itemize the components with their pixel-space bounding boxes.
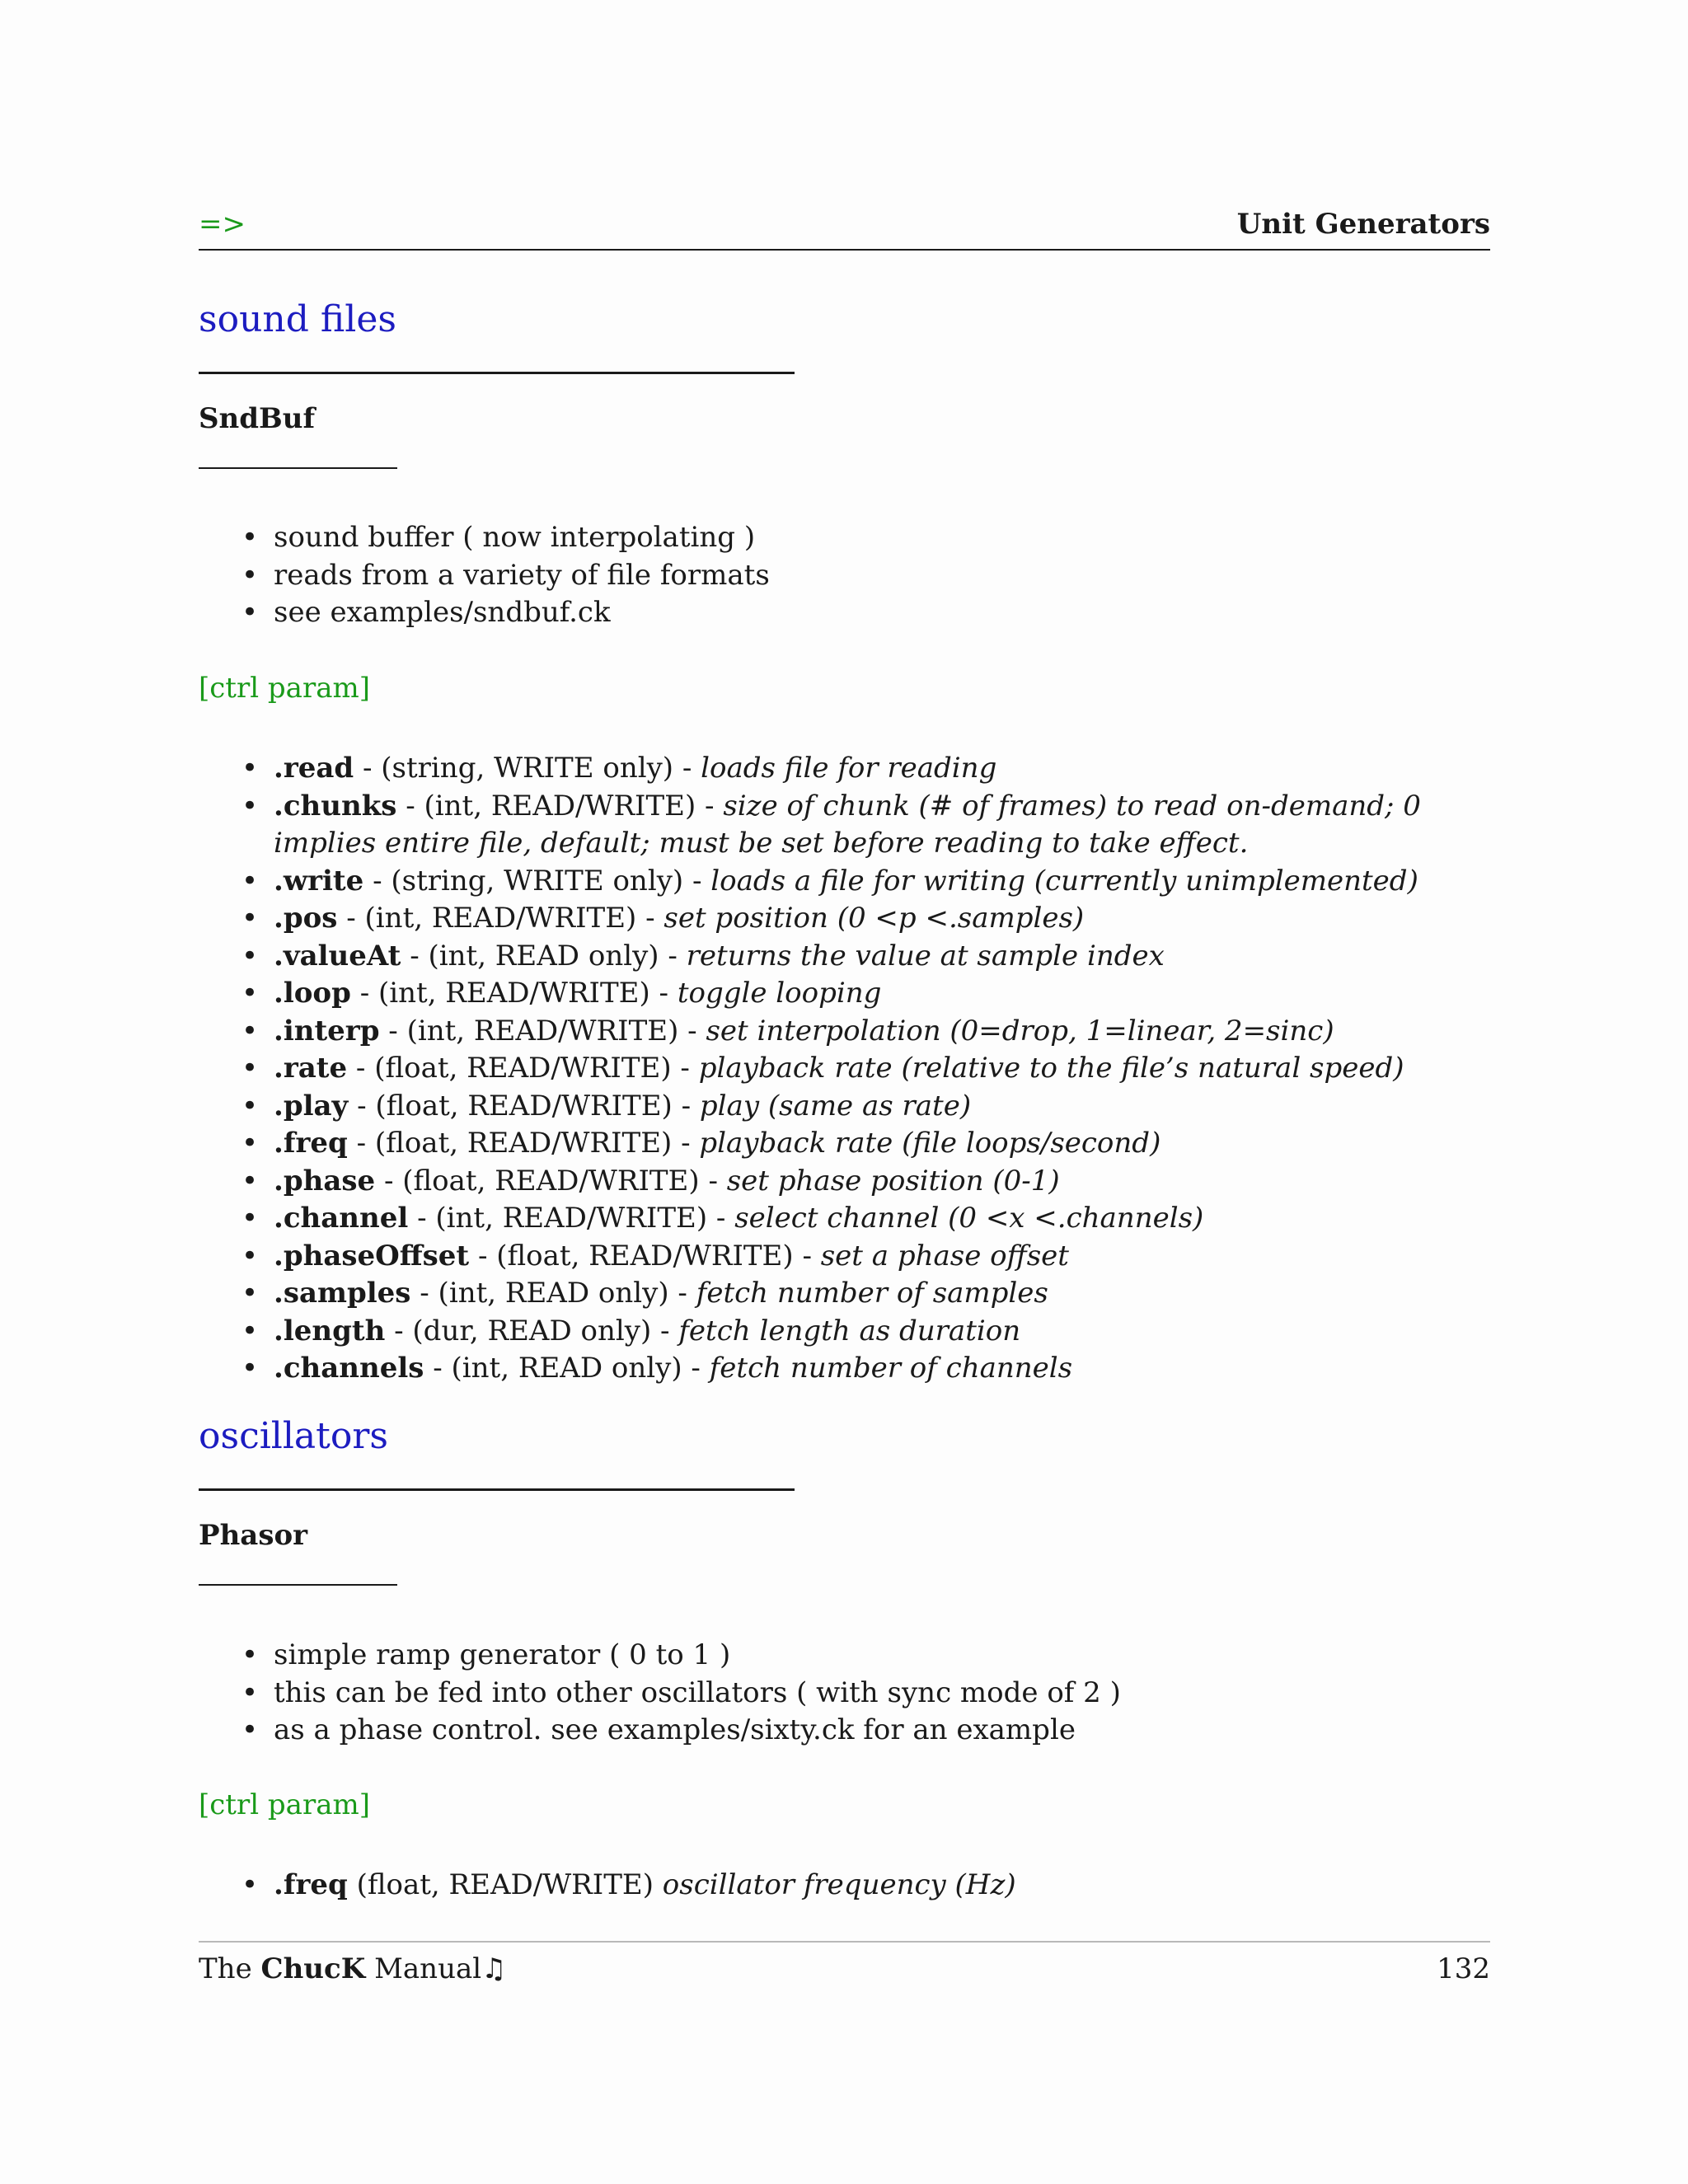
list-item: • as a phase control. see examples/sixty.ck for an example (199, 1712, 1490, 1750)
param-signature: - (string, WRITE only) - (363, 864, 711, 898)
list-item: • simple ramp generator ( 0 to 1 ) (199, 1637, 1490, 1675)
footer-suffix: Manual♫ (365, 1952, 507, 1985)
ctrl-param-label: [ctrl param] (199, 672, 370, 705)
ugen-rule (199, 1584, 397, 1586)
param-description: oscillator frequency (Hz) (662, 1868, 1016, 1901)
section-rule (199, 372, 795, 374)
footer-brand: ChucK (260, 1952, 366, 1985)
footer-manual-title (199, 1952, 507, 1985)
param-description: size of chunk (# of frames) to read on-demand; 0 implies entire file, default; must be set before reading to take effect. (274, 789, 1421, 860)
param-name: .loop (274, 977, 351, 1010)
param-name: .phase (274, 1164, 376, 1197)
param-item (199, 1275, 1490, 1313)
param-name: .play (274, 1089, 349, 1122)
param-description: set a phase offset (820, 1239, 1069, 1272)
param-name: .freq (274, 1868, 348, 1901)
param-signature: - (dur, READ only) - (385, 1314, 679, 1347)
sndbuf-param-list (199, 750, 1490, 1388)
param-item (199, 1088, 1490, 1126)
sndbuf-description-list (199, 519, 1490, 632)
page-footer (199, 1941, 1490, 1985)
ugen-title-phasor: Phasor (199, 1519, 308, 1552)
param-signature: - (int, READ only) - (401, 939, 687, 972)
param-item (199, 1013, 1490, 1051)
param-name: .valueAt (274, 939, 401, 972)
param-description: returns the value at sample index (686, 939, 1165, 972)
section-title-oscillators: oscillators (199, 1415, 388, 1457)
list-item: • sound buffer ( now interpolating ) (199, 519, 1490, 557)
list-item: • reads from a variety of file formats (199, 557, 1490, 595)
param-description: select channel (0 <x <.channels) (734, 1202, 1204, 1235)
chuck-operator-mark: => (199, 208, 246, 241)
ugen-title-sndbuf: SndBuf (199, 402, 316, 435)
param-description: set phase position (0-1) (726, 1164, 1060, 1197)
section-rule (199, 1488, 795, 1491)
param-item (199, 863, 1490, 901)
param-signature: - (float, READ/WRITE) - (347, 1127, 700, 1160)
param-signature: - (int, READ only) - (424, 1352, 710, 1385)
param-item (199, 1125, 1490, 1163)
param-description: playback rate (relative to the file’s natural speed) (698, 1052, 1404, 1085)
list-item: • this can be fed into other oscillators ( with sync mode of 2 ) (199, 1675, 1490, 1713)
param-name: .interp (274, 1014, 380, 1047)
chapter-title: Unit Generators (1236, 208, 1490, 241)
param-signature: - (float, READ/WRITE) - (375, 1164, 727, 1197)
page-header (199, 208, 1490, 251)
param-item (199, 975, 1490, 1013)
phasor-param-list (199, 1867, 1490, 1905)
param-signature: - (float, READ/WRITE) - (469, 1239, 821, 1272)
ugen-rule (199, 467, 397, 469)
param-name: .freq (274, 1127, 348, 1160)
param-signature: - (string, WRITE only) - (354, 752, 701, 785)
page-number: 132 (1437, 1952, 1490, 1985)
param-name: .samples (274, 1277, 411, 1310)
param-description: loads file for reading (701, 752, 997, 785)
phasor-description-list (199, 1637, 1490, 1750)
param-signature: (float, READ/WRITE) (347, 1868, 663, 1901)
param-name: .phaseOffset (274, 1239, 470, 1272)
param-name: .channels (274, 1352, 424, 1385)
footer-prefix: The (199, 1952, 261, 1985)
param-description: toggle looping (677, 977, 882, 1010)
param-name: .chunks (274, 789, 397, 823)
param-name: .rate (274, 1052, 348, 1085)
param-name: .channel (274, 1202, 409, 1235)
param-signature: - (int, READ/WRITE) - (350, 977, 678, 1010)
param-signature: - (int, READ only) - (410, 1277, 696, 1310)
param-description: loads a file for writing (currently unimplemented) (710, 864, 1418, 898)
param-description: fetch length as duration (678, 1314, 1021, 1347)
param-name: .pos (274, 902, 338, 935)
param-signature: - (int, READ/WRITE) - (396, 789, 724, 823)
param-item (199, 1163, 1490, 1201)
param-item (199, 1200, 1490, 1238)
param-signature: - (float, READ/WRITE) - (348, 1089, 700, 1122)
param-name: .write (274, 864, 364, 898)
param-item (199, 1313, 1490, 1351)
param-signature: - (int, READ/WRITE) - (337, 902, 664, 935)
param-name: .length (274, 1314, 386, 1347)
section-title-sound-files: sound files (199, 298, 396, 340)
param-item (199, 900, 1490, 938)
param-item (199, 1050, 1490, 1088)
param-item (199, 1238, 1490, 1276)
param-item (199, 1867, 1490, 1905)
param-item (199, 938, 1490, 976)
param-item (199, 1350, 1490, 1388)
param-item (199, 788, 1490, 863)
param-description: fetch number of channels (709, 1352, 1073, 1385)
ctrl-param-label: [ctrl param] (199, 1788, 370, 1821)
param-description: fetch number of samples (696, 1277, 1048, 1310)
param-name: .read (274, 752, 354, 785)
param-item (199, 750, 1490, 788)
list-item: • see examples/sndbuf.ck (199, 594, 1490, 632)
param-description: play (same as rate) (699, 1089, 972, 1122)
param-description: playback rate (file loops/second) (699, 1127, 1161, 1160)
param-signature: - (int, READ/WRITE) - (408, 1202, 735, 1235)
param-description: set interpolation (0=drop, 1=linear, 2=sinc) (706, 1014, 1334, 1047)
param-signature: - (float, READ/WRITE) - (347, 1052, 699, 1085)
param-description: set position (0 <p <.samples) (663, 902, 1085, 935)
param-signature: - (int, READ/WRITE) - (379, 1014, 706, 1047)
